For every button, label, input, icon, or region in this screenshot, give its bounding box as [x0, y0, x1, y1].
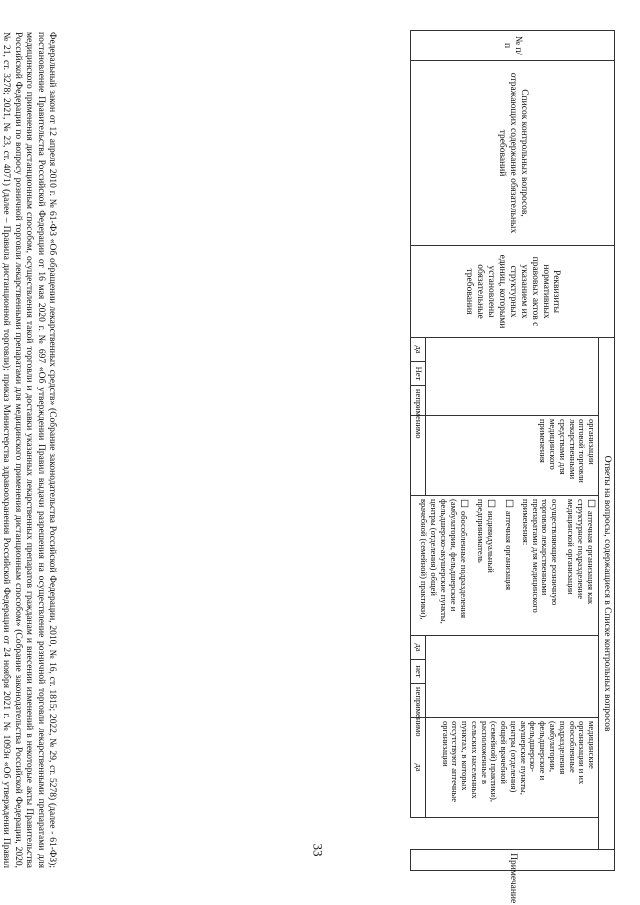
- requirements-table: [410, 30, 615, 904]
- col-na: неприменимо: [410, 386, 426, 416]
- cell-org-wholesale: организации оптовой торговли лекарственными средствами для медицинского применения: [426, 416, 599, 496]
- option-retail: осуществляющие розничную торговлю лекарственными препаратами для медицинского применения:: [520, 499, 561, 613]
- col-na-2: неприменимо: [410, 684, 426, 718]
- header-answers: Ответы на вопросы, содержащиеся в Списке контрольных вопросов: [599, 338, 615, 850]
- rotated-table-area: [1, 30, 615, 904]
- cell-options: [410, 496, 598, 636]
- col-no-2: нет: [410, 660, 426, 684]
- header-row: [599, 31, 615, 871]
- header-note: Примечание: [410, 850, 614, 871]
- header-requisites: Реквизиты нормативных правовых актов с указанием их структурных единиц, которыми установлены обязательные требования: [410, 246, 614, 338]
- footnote-legal-refs: Федеральный закон от 12 апреля 2010 г. № 61-ФЗ «Об обращении лекарственных средств» (Собрание законодательства Российской Федерации, 2010, № 16, ст. 1815; 2022, № 29, ст. 5278) (далее - 61-ФЗ); постановление Правительства Российской Федерации от 16 мая 2020 г. № 697 «Об утверждении Правил выдачи разрешения на осуществление розничной торговли лекарственными препаратами для медицинского применения дистанционным способом, осуществления такой торговли и доставки указанных лекарственных препаратов гражданам и внесении изменений в некоторые акты Правительства Российской Федерации по вопросу розничной торговли лекарственными препаратами для медицинского применения дистанционным способом» (Собрание законодательства Российской Федерации, 2020, № 21, ст. 3278; 2021, № 23, ст. 4071) (далее – Правила дистанционной торговли); приказ Министерства здравоохранения Российской Федерации от 24 ноября 2021 г. № 1093н «Об утверждении Правил: [1, 32, 57, 868]
- col-yes-2: да: [410, 636, 426, 660]
- header-num: № п/п: [410, 31, 614, 61]
- header-questions: Список контрольных вопросов, отражающих содержание обязательных требований: [410, 61, 614, 246]
- blank-cell: [426, 338, 599, 416]
- col-yes-3: да: [410, 718, 426, 818]
- option-entrepreneur: ☐ индивидуальный предприниматель: [475, 499, 496, 632]
- col-yes: да: [410, 338, 426, 362]
- blank-cell: [426, 636, 599, 718]
- page-number: 33: [310, 843, 326, 857]
- option-separate-units: ☐ обособленные подразделения (амбулатории, фельдшерские и фельдшерско-акушерские пункты, центры (отделения) общей врачебной (семейной) практики),: [419, 499, 470, 632]
- cell-med-orgs: медицинские организации и их обособленные подразделения (амбулатории, фельдшерские и фельдшерско-акушерские пункты, центры (отделения) общей врачебной (семейной) практики), расположенные в сельских населенных пунктах, в которых отсутствуют аптечные организации: [426, 718, 599, 818]
- option-pharmacy: ☐ аптечная организация: [502, 499, 514, 632]
- option-pharmacy-structural: ☐ аптечная организация как структурное подразделение медицинской организации: [565, 499, 596, 632]
- col-no: Нет: [410, 362, 426, 386]
